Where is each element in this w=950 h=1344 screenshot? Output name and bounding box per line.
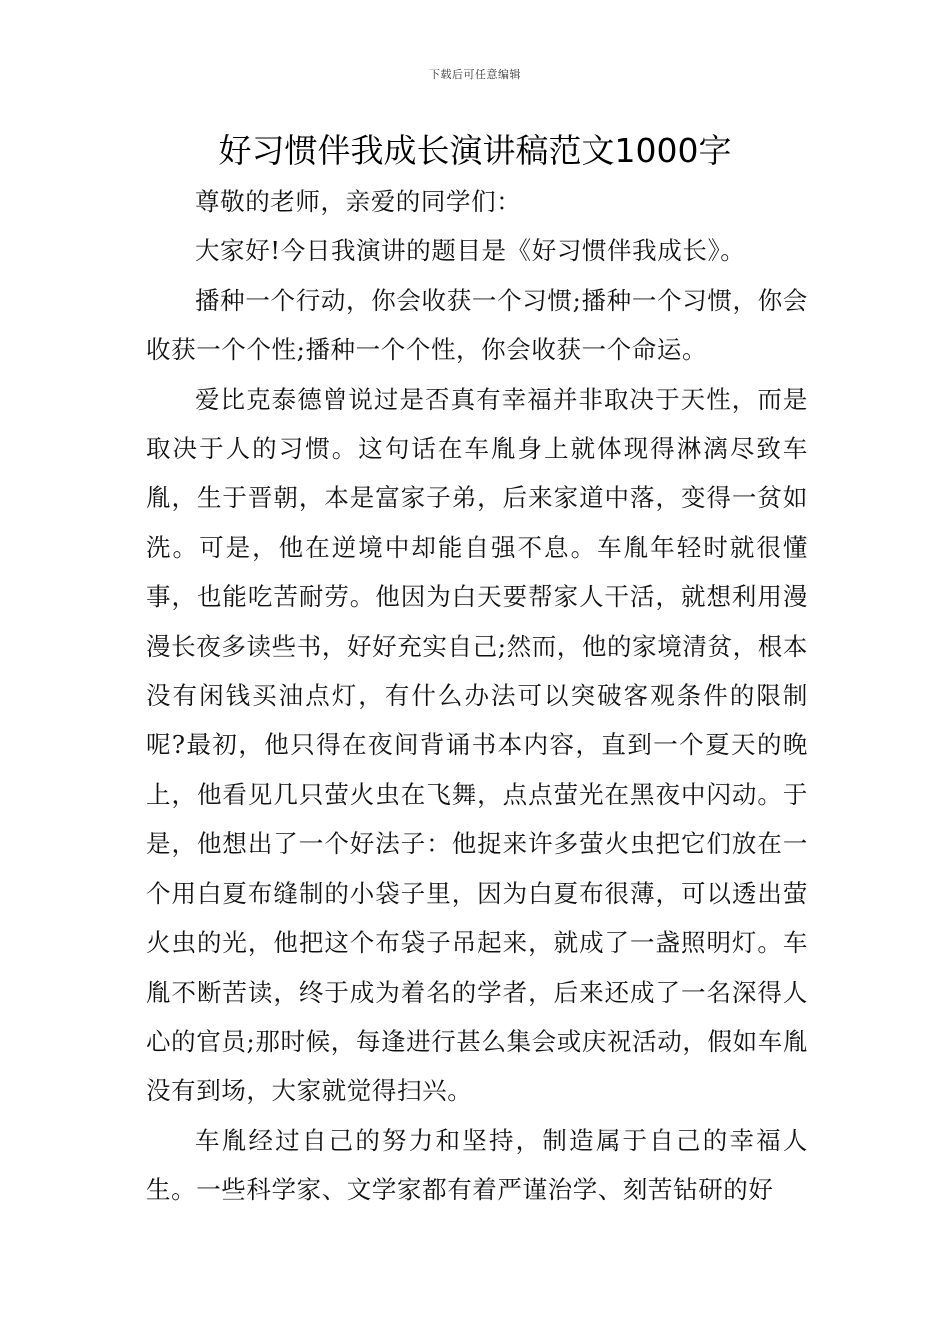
paragraph-story: 爱比克泰德曾说过是否真有幸福并非取决于天性，而是取决于人的习惯。这句话在车胤身上就体现得淋漓尽致车胤，生于晋朝，本是富家子弟，后来家道中落，变得一贫如洗。可是，他在逆境中却能自强不息。车胤年轻时就很懂事，也能吃苦耐劳。他因为白天要帮家人干活，就想利用漫漫长夜多读些书，好好充实自己;然而，他的家境清贫，根本没有闲钱买油点灯，有什么办法可以突破客观条件的限制呢?最初，他只得在夜间背诵书本内容，直到一个夏天的晚上，他看见几只萤火虫在飞舞，点点萤光在黑夜中闪动。于是，他想出了一个好法子：他捉来许多萤火虫把它们放在一个用白夏布缝制的小袋子里，因为白夏布很薄，可以透出萤火虫的光，他把这个布袋子吊起来，就成了一盏照明灯。车胤不断苦读，终于成为着名的学者，后来还成了一名深得人心的官员;那时候，每逢进行甚么集会或庆祝活动，假如车胤没有到场，大家就觉得扫兴。: [146, 384, 808, 1106]
paragraph-conclusion: 车胤经过自己的努力和坚持，制造属于自己的幸福人生。一些科学家、文学家都有着严谨治学、刻苦钻研的好: [146, 1125, 808, 1205]
paragraph-greeting: 大家好!今日我演讲的题目是《好习惯伴我成长》。: [195, 236, 746, 266]
document-title: 好习惯伴我成长演讲稿范文1000字: [218, 131, 732, 170]
paragraph-salutation: 尊敬的老师，亲爱的同学们：: [195, 187, 522, 216]
paragraph-quote: 播种一个行动，你会收获一个习惯;播种一个习惯，你会收获一个个性;播种一个个性，你会收获一个命运。: [146, 285, 808, 365]
document-body: [146, 177, 808, 1215]
header-note: 下载后可任意编辑: [429, 68, 521, 81]
